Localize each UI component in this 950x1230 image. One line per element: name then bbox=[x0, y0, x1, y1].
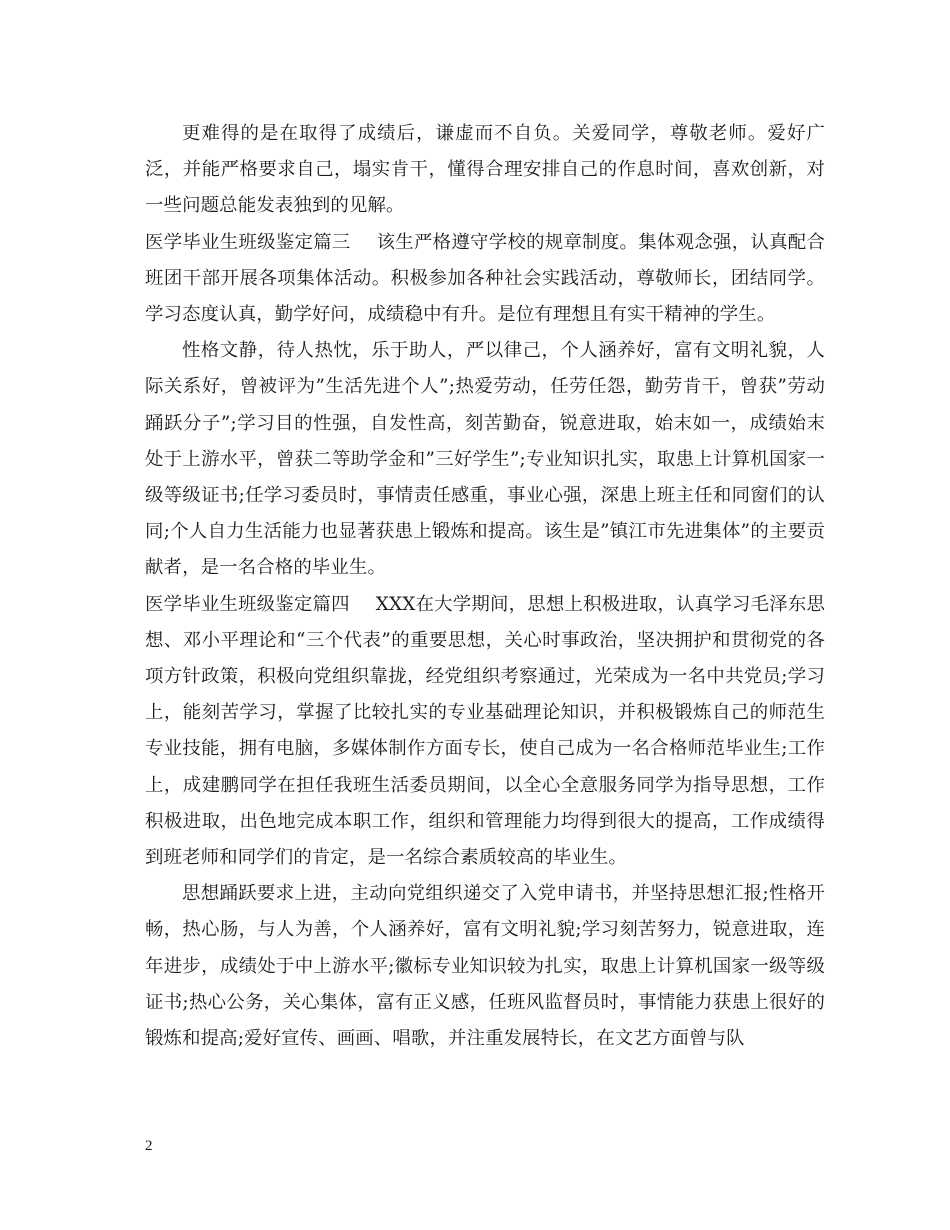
document-body bbox=[145, 116, 825, 1057]
section-heading: 医学毕业生班级鉴定篇四 bbox=[145, 593, 350, 615]
paragraph bbox=[145, 333, 825, 586]
page-number: 2 bbox=[145, 1138, 153, 1154]
paragraph-text: 更难得的是在取得了成绩后，谦虚而不自负。关爱同学，尊敬老师。爱好广泛，并能严格要求自己，塌实肯干，懂得合理安排自己的作息时间，喜欢创新，对一些问题总能发表独到的见解。 bbox=[145, 123, 825, 217]
paragraph bbox=[145, 116, 825, 225]
paragraph-text: XXX在大学期间，思想上积极进取，认真学习毛泽东思想、邓小平理论和“三个代表”的重要思想，关心时事政治，坚决拥护和贯彻党的各项方针政策，积极向党组织靠拢，经党组织考察通过，光荣成为一名中共党员;学习上，能刻苦学习，掌握了比较扎实的专业基础理论知识，并积极锻炼自己的师范生专业技能，拥有电脑，多媒体制作方面专长，使自己成为一名合格师范毕业生;工作上，成建鹏同学在担任我班生活委员期间，以全心全意服务同学为指导思想，工作积极进取，出色地完成本职工作，组织和管理能力均得到很大的提高，工作成绩得到班老师和同学们的肯定，是一名综合素质较高的毕业生。 bbox=[145, 593, 826, 869]
paragraph-with-heading bbox=[145, 225, 825, 334]
paragraph-text: 该生严格遵守学校的规章制度。集体观念强，认真配合班团干部开展各项集体活动。积极参加各种社会实践活动，尊敬师长，团结同学。学习态度认真，勤学好问，成绩稳中有升。是位有理想且有实干精神的学生。 bbox=[145, 231, 825, 326]
paragraph-text: 思想踊跃要求上进，主动向党组织递交了入党申请书，并坚持思想汇报;性格开畅，热心肠，与人为善，个人涵养好，富有文明礼貌;学习刻苦努力，锐意进取，连年进步，成绩处于中上游水平;徽标专业知识较为扎实，取患上计算机国家一级等级证书;热心公务，关心集体，富有正义感，任班风监督员时，事情能力获患上很好的锻炼和提高;爱好宣传、画画、唱歌，并注重发展特长，在文艺方面曾与队 bbox=[145, 883, 825, 1050]
paragraph-with-heading bbox=[145, 587, 825, 877]
paragraph-text: 性格文静，待人热忱，乐于助人，严以律己，个人涵养好，富有文明礼貌，人际关系好，曾被评为”生活先进个人”;热爱劳动，任劳任怨，勤劳肯干，曾获”劳动踊跃分子”;学习目的性强，自发性高，刻苦勤奋，锐意进取，始末如一，成绩始末处于上游水平，曾获二等助学金和”三好学生”;专业知识扎实，取患上计算机国家一级等级证书;任学习委员时，事情责任感重，事业心强，深患上班主任和同窗们的认同;个人自力生活能力也显著获患上锻炼和提高。该生是”镇江市先进集体”的主要贡献者，是一名合格的毕业生。 bbox=[145, 340, 825, 579]
section-heading: 医学毕业生班级鉴定篇三 bbox=[145, 231, 351, 253]
paragraph bbox=[145, 876, 825, 1057]
